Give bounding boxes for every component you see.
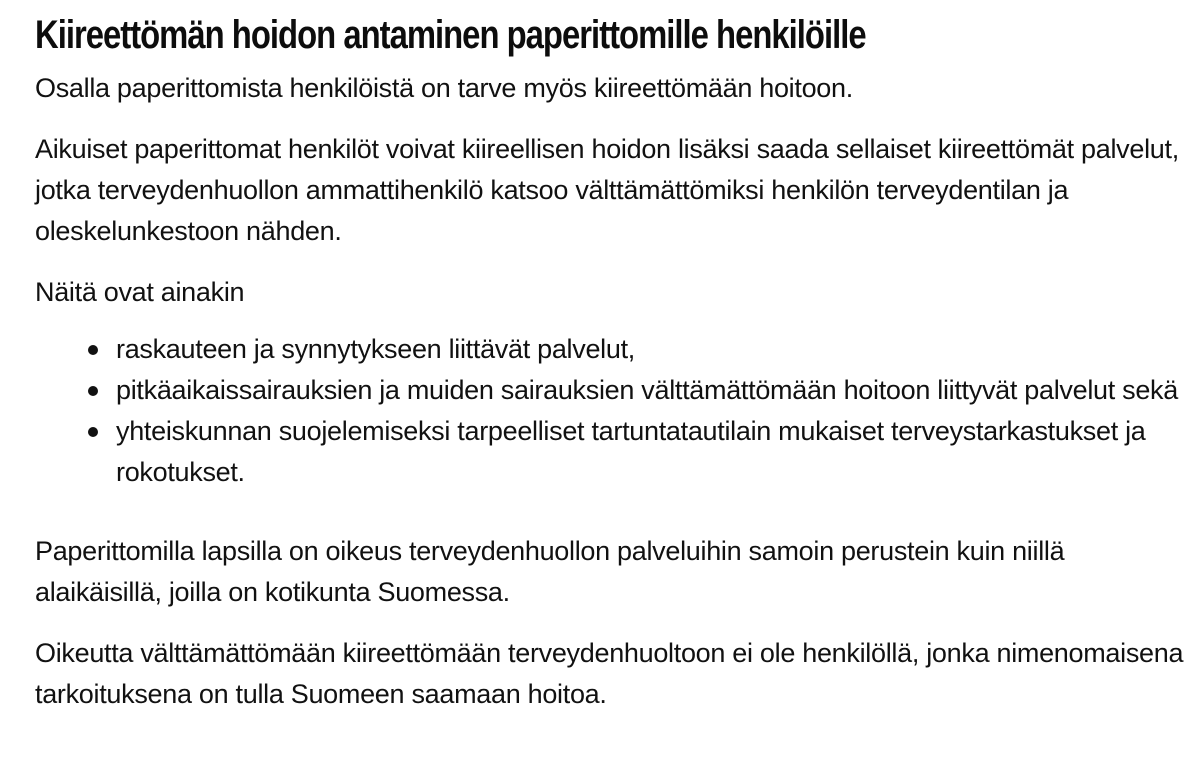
- children-paragraph: Paperittomilla lapsilla on oikeus terveydenhuollon palveluihin samoin perustein kuin niillä alaikäisillä, joilla on kotikunta Suomessa.: [35, 536, 1065, 607]
- adults-paragraph: Aikuiset paperittomat henkilöt voivat kiireellisen hoidon lisäksi saada sellaiset kiireettömät palvelut, jotka terveydenhuollon ammattihenkilö katsoo välttämättömiksi henkilön terveydentilan ja oleskelunkestoon nähden.: [35, 134, 1179, 246]
- list-item: yhteiskunnan suojelemiseksi tarpeelliset tartuntatautilain mukaiset terveystarkastukset ja rokotukset.: [116, 411, 1185, 493]
- exception-paragraph: Oikeutta välttämättömään kiireettömään terveydenhuoltoon ei ole henkilöllä, jonka nimenomaisena tarkoituksena on tulla Suomeen saamaan hoitoa.: [35, 638, 1184, 709]
- services-list: [35, 329, 1185, 493]
- list-item: pitkäaikaissairauksien ja muiden sairauksien välttämättömään hoitoon liittyvät palvelut sekä: [116, 370, 1185, 411]
- list-intro: Näitä ovat ainakin: [35, 277, 245, 307]
- article: [35, 6, 1185, 715]
- intro-paragraph: Osalla paperittomista henkilöistä on tarve myös kiireettömään hoitoon.: [35, 73, 853, 103]
- list-item: raskauteen ja synnytykseen liittävät palvelut,: [116, 329, 1185, 370]
- page-title: Kiireettömän hoidon antaminen paperittomille henkilöille: [35, 13, 866, 57]
